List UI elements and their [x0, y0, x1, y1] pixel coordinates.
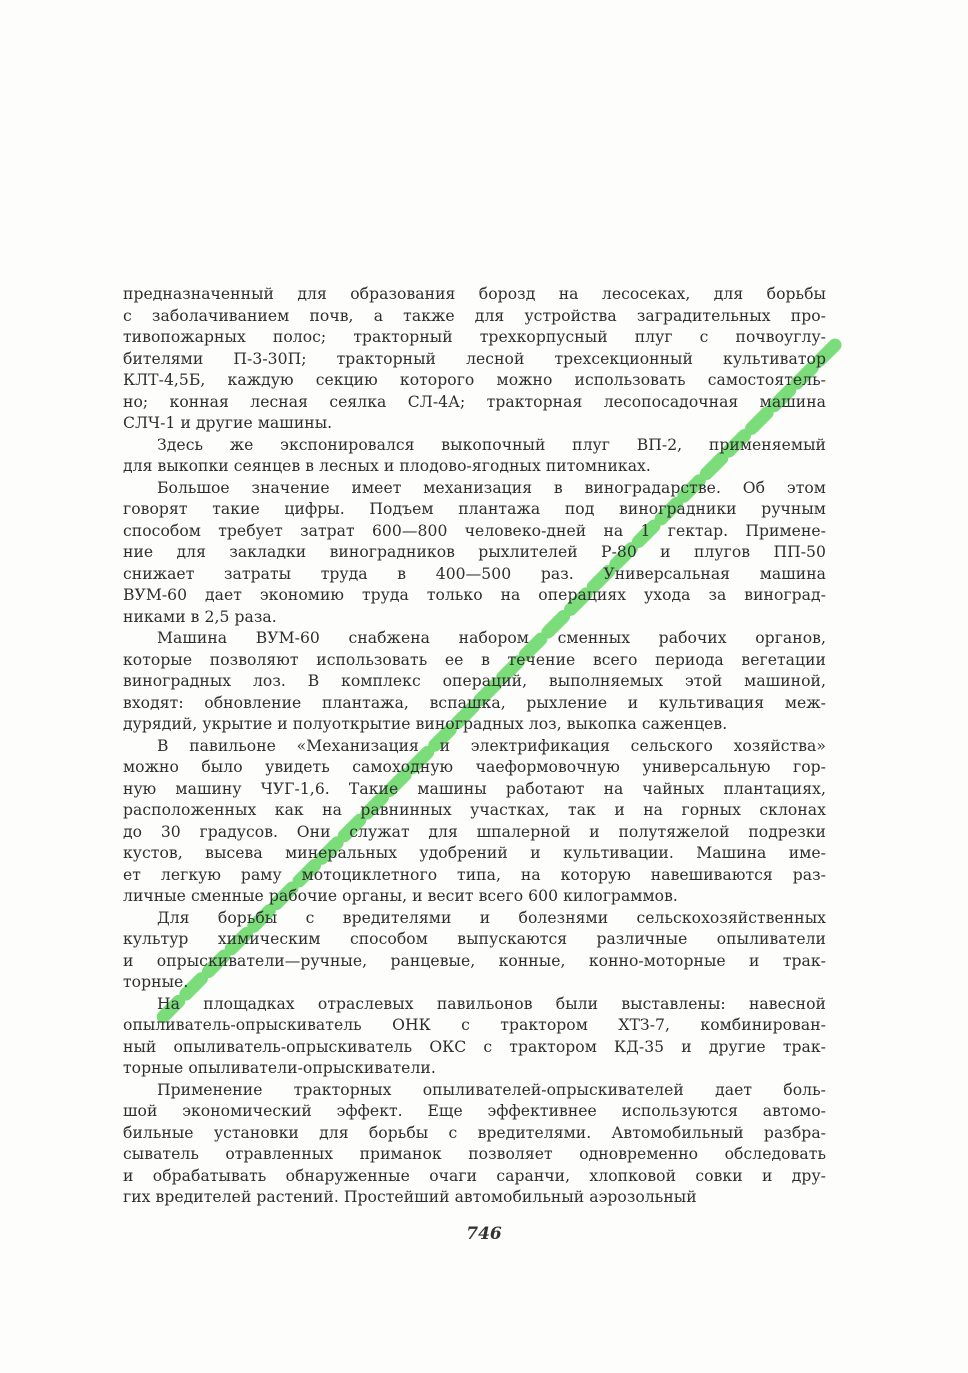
text-line: Машина ВУМ-60 снабжена набором сменных рабочих органов, — [157, 629, 826, 647]
text-line: ет легкую раму мотоциклетного типа, на которую навешиваются раз- — [123, 865, 826, 884]
text-line: В павильоне «Механизация и электрификация сельского хозяйства» — [157, 736, 826, 755]
paragraph — [123, 736, 826, 908]
text-line: ную машину ЧУГ-1,6. Такие машины работают на чайных плантациях, — [123, 779, 826, 798]
text-line: шой экономический эффект. Еще эффективнее используются автомо- — [123, 1102, 826, 1120]
text-line: расположенных как на равнинных участках, так и на горных склонах — [123, 801, 826, 819]
text-line: Для борьбы с вредителями и болезнями сельскохозяйственных — [157, 908, 826, 927]
text-line: говорят такие цифры. Подъем плантажа под виноградники ручным — [123, 500, 826, 518]
paragraph — [123, 908, 826, 994]
page-number: 746 — [466, 1224, 502, 1244]
text-line: СЛЧ-1 и другие машины. — [123, 414, 333, 432]
text-line: которые позволяют использовать ее в течение всего периода вегетации — [123, 650, 826, 669]
text-line: ние для закладки виноградников рыхлителей Р-80 и плугов ПП-50 — [123, 543, 826, 561]
text-line: Применение тракторных опыливателей-опрыскивателей дает боль- — [157, 1080, 826, 1099]
text-line: дурядий, укрытие и полуоткрытие виноградных лоз, выкопка саженцев. — [123, 715, 728, 733]
paragraph — [123, 628, 826, 736]
text-line: виноградных лоз. В комплекс операций, выполняемых этой машиной, — [123, 672, 826, 690]
text-line: кустов, высева минеральных удобрений и культивации. Машина име- — [123, 844, 826, 862]
text-line: Большое значение имеет механизация в виноградарстве. Об этом — [157, 478, 826, 497]
text-line: торные. — [123, 973, 189, 991]
text-line: опыливатель-опрыскиватель ОНК с трактором ХТЗ-7, комбинирован- — [123, 1016, 826, 1034]
text-line: На площадках отраслевых павильонов были выставлены: навесной — [157, 994, 826, 1013]
text-line: и обрабатывать обнаруженные очаги саранчи, хлопковой совки и дру- — [123, 1166, 826, 1185]
paragraph — [123, 478, 826, 629]
text-line: ный опыливатель-опрыскиватель ОКС с трактором КД-35 и другие трак- — [123, 1037, 826, 1056]
text-line: культур химическим способом выпускаются различные опыливатели — [123, 930, 826, 948]
text-line: до 30 градусов. Они служат для шпалерной и полутяжелой подрезки — [123, 822, 826, 841]
text-line: КЛТ-4,5Б, каждую секцию которого можно использовать самостоятель- — [123, 371, 826, 389]
text-line: ВУМ-60 дает экономию труда только на операциях ухода за виноград- — [123, 586, 826, 604]
text-line: для выкопки сеянцев в лесных и плодово-ягодных питомниках. — [123, 457, 651, 475]
text-line: но; конная лесная сеялка СЛ-4А; тракторная лесопосадочная машина — [123, 392, 826, 411]
text-line: личные сменные рабочие органы, и весит всего 600 килограммов. — [123, 887, 678, 905]
text-line: сыватель отравленных приманок позволяет одновременно обследовать — [123, 1145, 826, 1163]
text-line: бителями П-3-30П; тракторный лесной трехсекционный культиватор — [123, 349, 826, 368]
paragraph — [123, 435, 826, 478]
text-line: можно было увидеть самоходную чаеформовочную универсальную гор- — [123, 758, 826, 776]
main-text — [123, 284, 826, 1209]
text-line: снижает затраты труда в 400—500 раз. Универсальная машина — [123, 564, 826, 583]
text-line: торные опыливатели-опрыскиватели. — [123, 1059, 436, 1077]
paragraph — [123, 994, 826, 1080]
paragraph — [123, 284, 826, 435]
text-line: никами в 2,5 раза. — [123, 607, 277, 626]
text-line: способом требует затрат 600—800 человеко-дней на 1 гектар. Примене- — [123, 521, 826, 540]
text-line: предназначенный для образования борозд на лесосеках, для борьбы — [123, 285, 826, 303]
text-line: и опрыскиватели—ручные, ранцевые, конные, конно-моторные и трак- — [123, 951, 826, 970]
text-line: Здесь же экспонировался выкопочный плуг ВП-2, применяемый — [157, 435, 826, 454]
text-line: входят: обновление плантажа, вспашка, рыхление и культивация меж- — [123, 693, 826, 712]
text-line: тивопожарных полос; тракторный трехкорпусный плуг с почвоуглу- — [123, 328, 826, 346]
paragraph — [123, 1080, 826, 1209]
text-line: с заболачиванием почв, а также для устройства заградительных про- — [123, 306, 826, 325]
text-line: бильные установки для борьбы с вредителями. Автомобильный разбра- — [123, 1123, 826, 1142]
text-line: гих вредителей растений. Простейший автомобильный аэрозольный — [123, 1188, 697, 1206]
